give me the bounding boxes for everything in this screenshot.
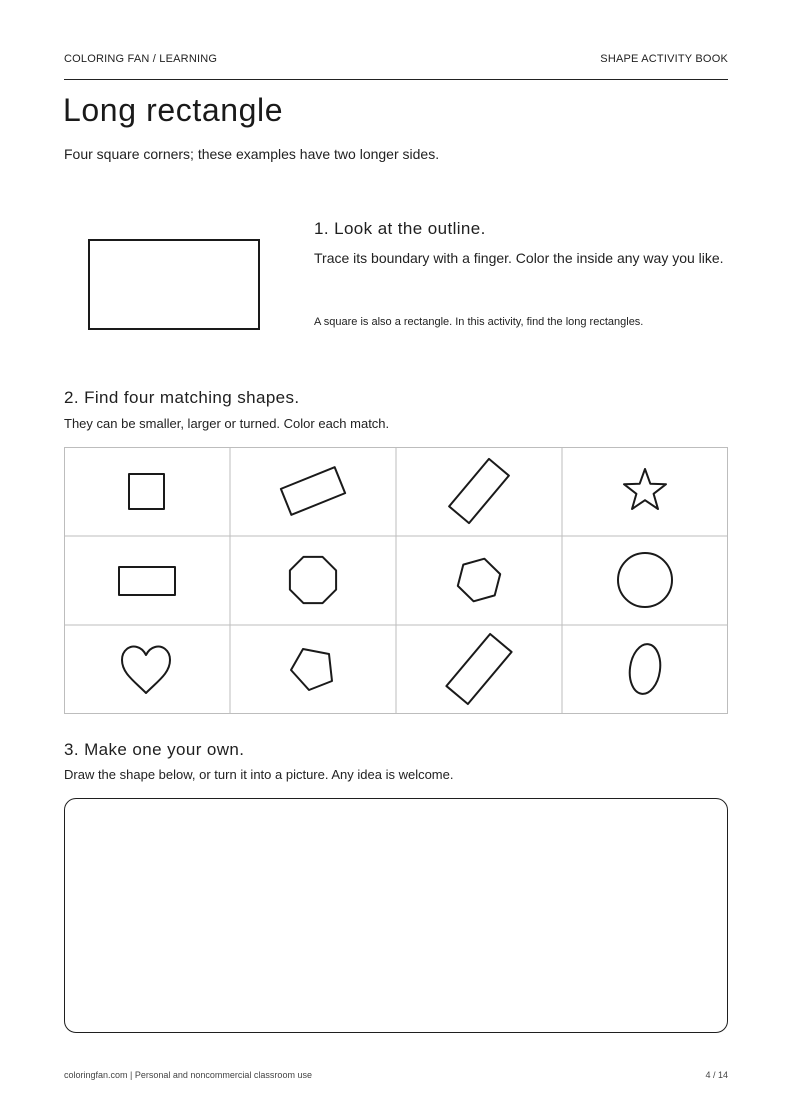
header-breadcrumb: COLORING FAN / LEARNING [64, 53, 218, 65]
section1-heading: 1. Look at the outline. [314, 219, 486, 238]
rotated-rectangle-shape [281, 467, 345, 515]
rotated-rectangle-steep-shape [449, 459, 509, 523]
shape-cell-rotated-rectangle[interactable] [281, 467, 345, 515]
shape-cell-rectangle[interactable] [119, 567, 175, 595]
section1-body: Trace its boundary with a finger. Color the inside any way you like. [314, 250, 724, 266]
heart-shape [122, 647, 170, 693]
section3-body: Draw the shape below, or turn it into a picture. Any idea is welcome. [64, 767, 454, 782]
page-subtitle: Four square corners; these examples have two longer sides. [64, 146, 440, 162]
section2-body: They can be smaller, larger or turned. Color each match. [64, 416, 390, 431]
shape-grid [64, 447, 728, 714]
footer-source: coloringfan.com | Personal and noncommercial classroom use [64, 1070, 312, 1080]
circle-shape [618, 553, 672, 607]
pentagon-shape [291, 649, 332, 690]
hexagon-shape [458, 559, 500, 602]
shape-cell-hexagon[interactable] [458, 559, 500, 602]
shape-cell-rotated-rectangle-steep[interactable] [449, 459, 509, 523]
header-divider [64, 79, 728, 80]
shape-cell-circle[interactable] [618, 553, 672, 607]
shape-cell-oval[interactable] [627, 642, 664, 696]
oval-shape [627, 642, 664, 696]
shape-cell-star[interactable] [624, 469, 666, 509]
header-book-title: SHAPE ACTIVITY BOOK [600, 53, 728, 65]
section1-note: A square is also a rectangle. In this activity, find the long rectangles. [314, 316, 644, 328]
shape-cell-octagon[interactable] [290, 557, 336, 603]
star-shape [624, 469, 666, 509]
example-rectangle-outline [88, 239, 260, 330]
shape-cell-heart[interactable] [122, 647, 170, 693]
section3-heading: 3. Make one your own. [64, 740, 245, 759]
section2-heading: 2. Find four matching shapes. [64, 388, 300, 407]
rotated-rectangle-steep-shape-2 [446, 634, 511, 704]
shape-cell-square[interactable] [129, 474, 164, 509]
shape-cell-rotated-rectangle-steep-2[interactable] [446, 634, 511, 704]
square-shape [129, 474, 164, 509]
shape-cell-pentagon[interactable] [291, 649, 332, 690]
drawing-area[interactable] [64, 798, 728, 1033]
footer-page-number: 4 / 14 [705, 1070, 728, 1080]
octagon-shape [290, 557, 336, 603]
page-title: Long rectangle [63, 92, 284, 128]
rectangle-shape [119, 567, 175, 595]
